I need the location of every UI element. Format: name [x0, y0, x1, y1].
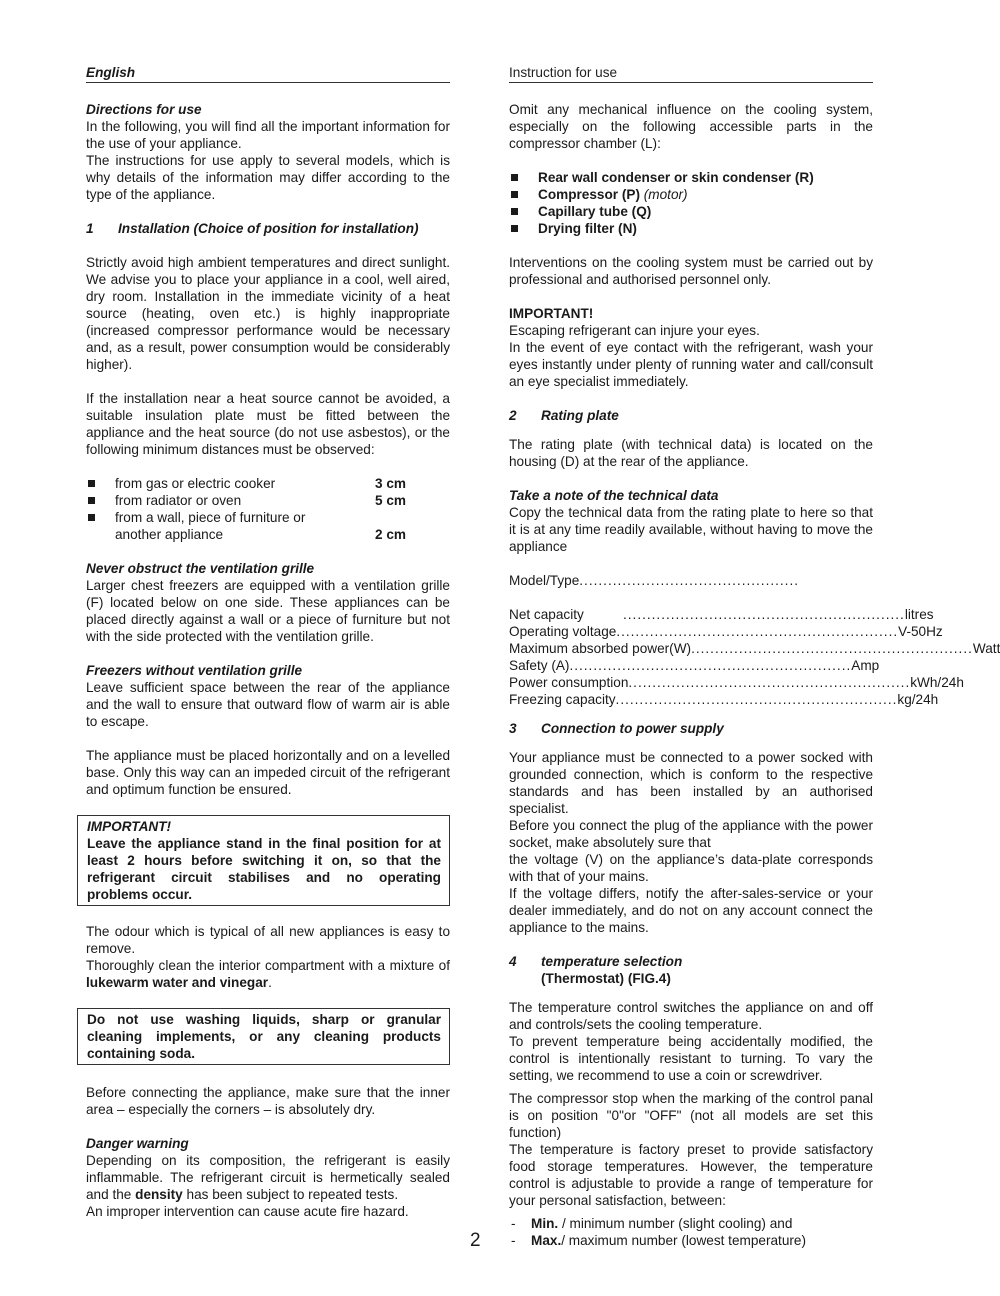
- rating-plate-paragraph: The rating plate (with technical data) is located on the housing (D) at the rear of the appliance.: [509, 437, 873, 469]
- model-type-field: Model/Type ..............................................: [509, 573, 800, 588]
- section-4-heading: 4 temperature selection: [509, 954, 683, 969]
- spec-row: Power consumption ........................................................... kWh/24h: [509, 675, 964, 690]
- directions-paragraph-1: In the following, you will find all the important information for the use of your appliance.: [86, 119, 450, 151]
- no-ventilation-title: Freezers without ventilation grille: [86, 663, 303, 678]
- distance-item: from radiator or oven 5 cm: [86, 492, 450, 509]
- section-1-heading: 1 Installation (Choice of position for installation): [86, 221, 419, 236]
- language-header: English: [86, 64, 450, 83]
- ventilation-paragraph: Larger chest freezers are equipped with a ventilation grille (F) located below on one side. These appliances can be placed directly against a wall or a piece of furniture but not with the side protected with the ventilation grille.: [86, 578, 450, 644]
- distance-item: from a wall, piece of furniture or another appliance 2 cm: [86, 509, 450, 543]
- directions-title: Directions for use: [86, 102, 202, 117]
- dry-paragraph: Before connecting the appliance, make sure that the inner area – especially the corners – is absolutely dry.: [86, 1085, 450, 1117]
- part-item: Drying filter (N): [509, 220, 873, 237]
- odour-paragraph-2: Thoroughly clean the interior compartment with a mixture of lukewarm water and vinegar.: [86, 958, 450, 990]
- thermostat-paragraph-3: The compressor stop when the marking of the control panal is on position "0"or "OFF" (not all models are set this function): [509, 1091, 873, 1140]
- section-4-subtitle: (Thermostat) (FIG.4): [541, 971, 671, 986]
- part-item: Rear wall condenser or skin condenser (R): [509, 169, 873, 186]
- section-3-heading: 3 Connection to power supply: [509, 721, 724, 736]
- page-number: 2: [470, 1230, 481, 1251]
- spec-row: Maximum absorbed power(W) ........................................................... Watt: [509, 641, 1000, 656]
- thermostat-paragraph-1: The temperature control switches the appliance on and off and controls/sets the cooling temperature.: [509, 1000, 873, 1032]
- interventions-paragraph: Interventions on the cooling system must be carried out by professional and authorised personnel only.: [509, 255, 873, 287]
- installation-paragraph-1: Strictly avoid high ambient temperatures and direct sunlight. We advise you to place your appliance in a cool, well aired, dry room. Installation in the immediate vicinity of a heat source (heating, oven etc.) is highly inappropriate (increased compressor performance would be necessary and, as a result, power consumption would be considerably higher).: [86, 255, 450, 372]
- cleaning-warning-box: [77, 1008, 450, 1065]
- odour-paragraph-1: The odour which is typical of all new appliances is easy to remove.: [86, 924, 450, 956]
- omit-paragraph: Omit any mechanical influence on the cooling system, especially on the following accessible parts in the compressor chamber (L):: [509, 102, 873, 151]
- power-paragraph-4: If the voltage differs, notify the after-sales-service or your dealer immediately, and do not on any account connect the appliance to the mains.: [509, 886, 873, 935]
- temperature-range-list: [509, 1215, 873, 1249]
- spec-row: Safety (A) ........................................................... Amp: [509, 658, 880, 673]
- important-title: IMPORTANT!: [509, 306, 594, 321]
- power-paragraph-2: Before you connect the plug of the appliance with the power socket, make absolutely sure that: [509, 818, 873, 850]
- power-paragraph-1: Your appliance must be connected to a power socked with grounded connection, which is conform to the respective standards and has been installed by an authorised specialist.: [509, 750, 873, 816]
- cleaning-warning-text: Do not use washing liquids, sharp or granular cleaning implements, or any cleaning products containing soda.: [87, 1012, 441, 1061]
- right-column: [509, 64, 1000, 1249]
- power-paragraph-3: the voltage (V) on the appliance’s data-plate corresponds with that of your mains.: [509, 852, 873, 884]
- important-box-text: Leave the appliance stand in the final position for at least 2 hours before switching it on, so that the refrigerant circuit stabilises and no operating problems occur.: [87, 836, 441, 902]
- spec-row: Freezing capacity ........................................................... kg/24h: [509, 692, 939, 707]
- section-2-heading: 2 Rating plate: [509, 408, 619, 423]
- ventilation-title: Never obstruct the ventilation grille: [86, 561, 315, 576]
- distance-list: [86, 475, 450, 543]
- document-header: Instruction for use: [509, 64, 873, 83]
- thermostat-paragraph-2: To prevent temperature being accidentally modified, the control is intentionally resistant to turning. To vary the setting, we recommend to use a coin or screwdriver.: [509, 1034, 873, 1083]
- thermostat-paragraph-4: The temperature is factory preset to provide satisfactory food storage temperatures. However, the temperature control is adjustable to provide a range of temperature for your personal satisfaction, between:: [509, 1142, 873, 1208]
- distance-item: from gas or electric cooker 3 cm: [86, 475, 450, 492]
- technical-data-paragraph: Copy the technical data from the rating plate to here so that it is at any time readily available, without having to move the appliance: [509, 505, 873, 554]
- installation-paragraph-2: If the installation near a heat source cannot be avoided, a suitable insulation plate must be fitted between the appliance and the heat source (do not use asbestos), or the following minimum distances must be observed:: [86, 391, 450, 457]
- important-box: [77, 815, 450, 906]
- range-item: - Max./ maximum number (lowest temperature): [509, 1232, 873, 1249]
- part-item: Capillary tube (Q): [509, 203, 873, 220]
- spec-row: Operating voltage ........................................................... V-50Hz: [509, 624, 943, 639]
- range-item: - Min. / minimum number (slight cooling) and: [509, 1215, 873, 1232]
- important-paragraph-1: Escaping refrigerant can injure your eyes.: [509, 323, 760, 338]
- important-paragraph-2: In the event of eye contact with the refrigerant, wash your eyes instantly under plenty of running water and call/consult an eye specialist immediately.: [509, 340, 873, 389]
- specs-table: [509, 606, 1000, 708]
- important-box-title: IMPORTANT!: [87, 819, 172, 834]
- level-paragraph: The appliance must be placed horizontally and on a levelled base. Only this way can an impeded circuit of the refrigerant and optimum function be ensured.: [86, 748, 450, 797]
- spec-row: Net capacity ........................................................... litres: [509, 607, 934, 622]
- danger-paragraph-1: Depending on its composition, the refrigerant is easily inflammable. The refrigerant circuit is hermetically sealed and the density has been subject to repeated tests.: [86, 1153, 450, 1202]
- part-item: Compressor (P) (motor): [509, 186, 873, 203]
- parts-list: [509, 169, 873, 237]
- danger-paragraph-2: An improper intervention can cause acute fire hazard.: [86, 1204, 409, 1219]
- left-column: [86, 64, 450, 1220]
- technical-data-title: Take a note of the technical data: [509, 488, 719, 503]
- danger-title: Danger warning: [86, 1136, 189, 1151]
- directions-paragraph-2: The instructions for use apply to several models, which is why details of the information may differ according to the type of the appliance.: [86, 153, 450, 202]
- no-ventilation-paragraph: Leave sufficient space between the rear of the appliance and the wall to ensure that outward flow of warm air is able to escape.: [86, 680, 450, 729]
